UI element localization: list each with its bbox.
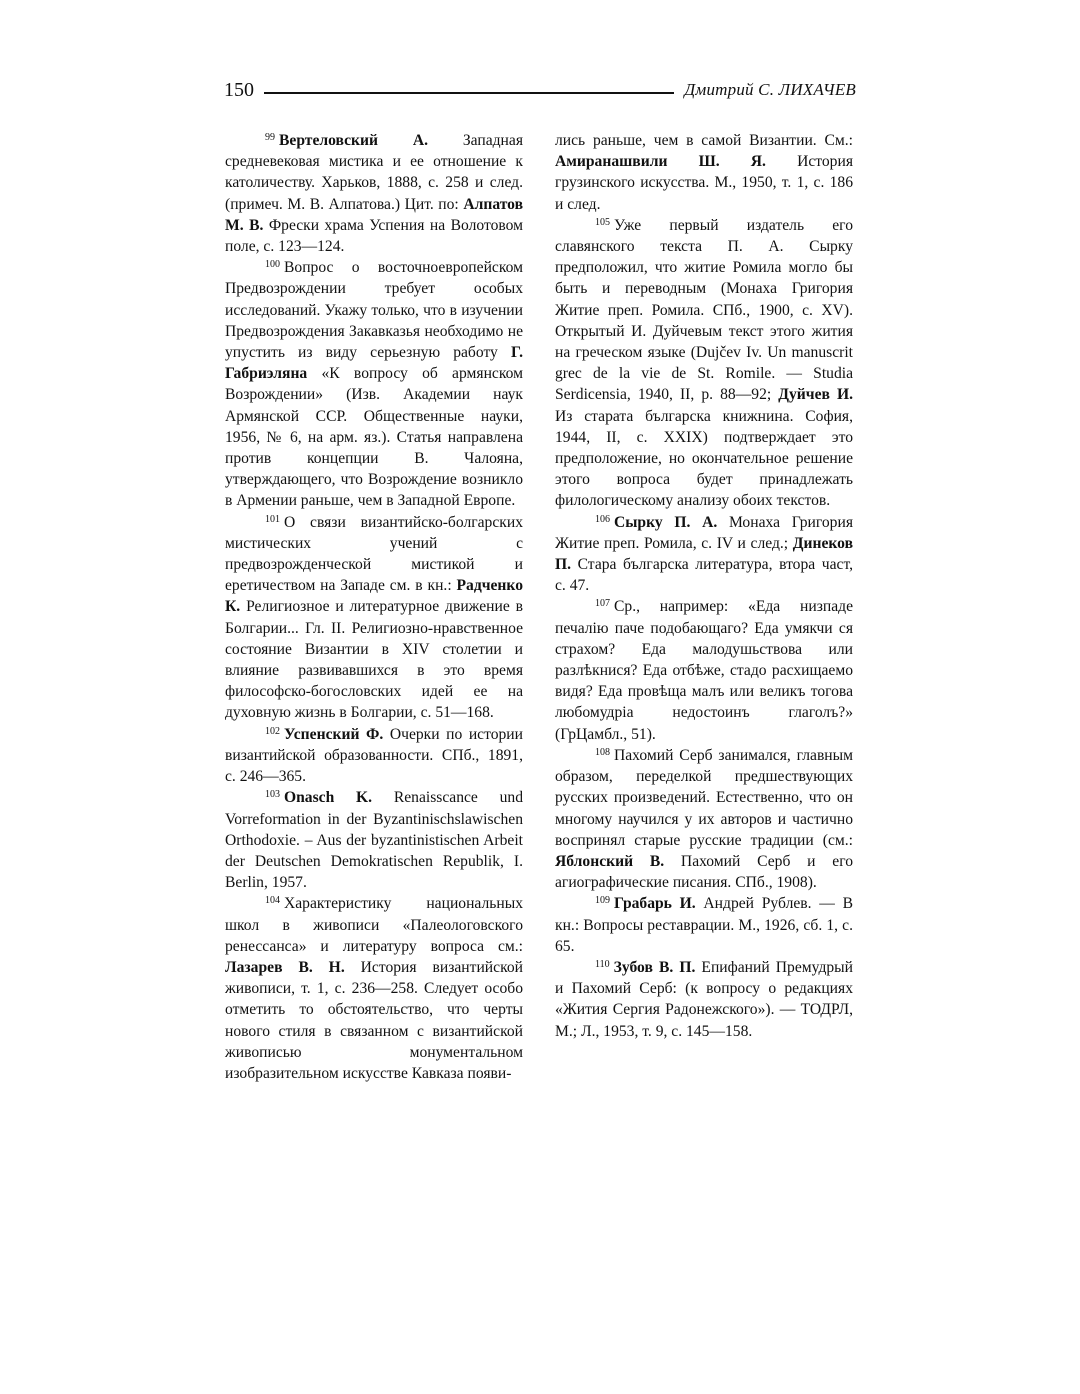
- footnote-text: Епифаний Премудрый и Пахомий Серб: (к вопросу о редакциях «Жития Сергия Радонежского»). — ТОДРЛ, М.; Л., 1953, т. 9, с. 145—158.: [555, 958, 853, 1040]
- footnote-number: 103: [265, 789, 280, 801]
- header-rule: [264, 92, 674, 94]
- left-column: [225, 130, 523, 1084]
- right-column: [555, 130, 853, 1042]
- footnote-text: Из старата българска книжнина. София, 1944, II, с. XXIX) подтверждает это предположение, но окончательное решение этого вопроса будет принадлежать филологическому анализу обоих текстов.: [555, 407, 853, 510]
- footnote: [555, 130, 853, 215]
- footnote-text: Фрески храма Успения на Волотовом поле, с. 123—124.: [225, 216, 523, 256]
- footnote-number: 110: [595, 958, 610, 970]
- author-name: Яблонский В.: [555, 852, 665, 870]
- footnote-text: Вопрос о восточноевропейском Предвозрождении требует особых исследований. Укажу только, что в изучении Предвозрождения Закавказья необходимо не упустить из виду серьезную работу: [225, 259, 523, 362]
- footnote-number: 107: [595, 598, 610, 610]
- footnote: [555, 893, 853, 957]
- footnote-text: Характеристику национальных школ в живописи «Палеологовского ренессанса» и литературу вопроса см.:: [225, 895, 523, 955]
- footnote: [555, 745, 853, 893]
- footnote: [555, 957, 853, 1042]
- footnote-text: Уже первый издатель его славянского текста П. А. Сырку предположил, что житие Ромила могло бы быть и переводным (Монаха Григория Житие преп. Ромила. СПб., 1900, с. XV). Открытый И. Дуйчевым текст этого жития на греческом языке (Dujčev Iv. Un manuscrit grec de la vie de St. Romile. — Studia Serdicensia, 1940, II, p. 88—92;: [555, 216, 853, 404]
- footnote: [225, 787, 523, 893]
- footnote-text: Renaisscance und Vorreformation in der Byzantinischslawischen Orthodoxie. – Aus der byzantinistischen Arbeit der Deutschen Demokratischen Republik, I. Berlin, 1957.: [225, 789, 523, 892]
- footnote: [555, 596, 853, 744]
- footnote: [225, 893, 523, 1084]
- footnote: [555, 512, 853, 597]
- footnote-text: лись раньше, чем в самой Византии. См.:: [555, 132, 853, 149]
- footnote-number: 101: [265, 513, 280, 525]
- footnote-text: Пахомий Серб занимался, главным образом, переделкой предшествующих русских произведений. Естественно, что он многому научился у их авторов и частично воспринял старые русские традиции (см.:: [555, 746, 853, 849]
- footnote-text: История грузинского искусства. М., 1950, т. 1, с. 186 и след.: [555, 153, 853, 213]
- footnote-text: Стара българска литература, втора част, с. 47.: [555, 556, 853, 595]
- footnote-text: Монаха Григория Житие преп. Ромила, с. IV и след.;: [555, 513, 853, 552]
- footnote-text: «К вопросу об армянском Возрождении» (Изв. Академии наук Армянской ССР. Общественные науки, 1956, № 6, на арм. яз.). Статья направлена против концепции В. Чалояна, утверждающего, что Возрождение возникло в Армении раньше, чем в Западной Европе.: [225, 365, 523, 510]
- page-header: [224, 76, 856, 104]
- footnote: [225, 130, 523, 257]
- footnote-text: Андрей Рублев. — В кн.: Вопросы реставрации. М., 1926, сб. 1, с. 65.: [555, 895, 853, 955]
- footnote-text: Ср., например: «Еда низпаде печалію паче подобающаго? Еда умякчи ся страхом? Еда малодушьствова или разлѣкнися? Еда отбѣже, стадо расхищаемо видя? Еда провѣща малъ или великъ тогова любомудріа недостоинъ глаголъ?» (ГрЦамбл., 51).: [555, 598, 853, 743]
- author-name: Лазарев В. Н.: [225, 958, 345, 976]
- footnote-number: 106: [595, 513, 610, 525]
- footnote-text: О связи византийско-болгарских мистических учений с предвозрожденческой мистикой и еретичеством на Западе см. в кн.:: [225, 513, 523, 595]
- author-name: Зубов В. П.: [613, 958, 696, 976]
- author-name: Грабарь И.: [614, 895, 696, 913]
- footnote-number: 104: [265, 895, 280, 907]
- page-number: 150: [224, 79, 254, 101]
- author-name: Радченко К.: [225, 577, 523, 616]
- author-name: Onasch K.: [284, 789, 373, 807]
- author-name: Успенский Ф.: [284, 725, 384, 743]
- footnote: [225, 512, 523, 724]
- footnote-text: История византийской живописи, т. 1, с. 236—258. Следует особо отметить то обстоятельство, что черты нового стиля в связанном с византийской живописью монументальном изобразительном искусстве Кавказа появи-: [225, 958, 523, 1082]
- footnote-text: Западная средневековая мистика и ее отношение к католичеству. Харьков, 1888, с. 258 и след. (примеч. М. В. Алпатова.) Цит. по:: [225, 132, 523, 213]
- footnote: [555, 215, 853, 512]
- footnote-text: Религиозное и литературное движение в Болгарии... Гл. II. Религиозно-нравственное состояние Византии в XIV столетии и влияние развивавшихся в это время философско-богословских идей ее на духовную жизнь в Болгарии, с. 51—168.: [225, 598, 523, 722]
- author-name: Дуйчев И.: [778, 386, 853, 404]
- footnote-number: 100: [265, 259, 280, 271]
- footnote: [225, 257, 523, 511]
- author-name: Г. Габриэляна: [225, 344, 523, 383]
- footnote-number: 109: [595, 895, 610, 907]
- author-name: Алпатов М. В.: [225, 195, 523, 234]
- footnote-number: 105: [595, 216, 610, 228]
- footnote-number: 108: [595, 746, 610, 758]
- author-name: Динеков П.: [555, 534, 853, 574]
- author-name: Сырку П. А.: [614, 513, 718, 531]
- footnote-text: Пахомий Серб и его агиографические писания. СПб., 1908).: [555, 852, 853, 892]
- author-name: Вертеловский А.: [279, 132, 428, 149]
- footnote: [225, 724, 523, 788]
- running-title: Дмитрий С. ЛИХАЧЕВ: [684, 80, 856, 99]
- footnote-number: 99: [265, 132, 275, 143]
- footnote-text: Очерки по истории византийской образованности. СПб., 1891, с. 246—365.: [225, 725, 523, 786]
- footnote-number: 102: [265, 725, 280, 737]
- author-name: Амиранашвили Ш. Я.: [555, 153, 766, 171]
